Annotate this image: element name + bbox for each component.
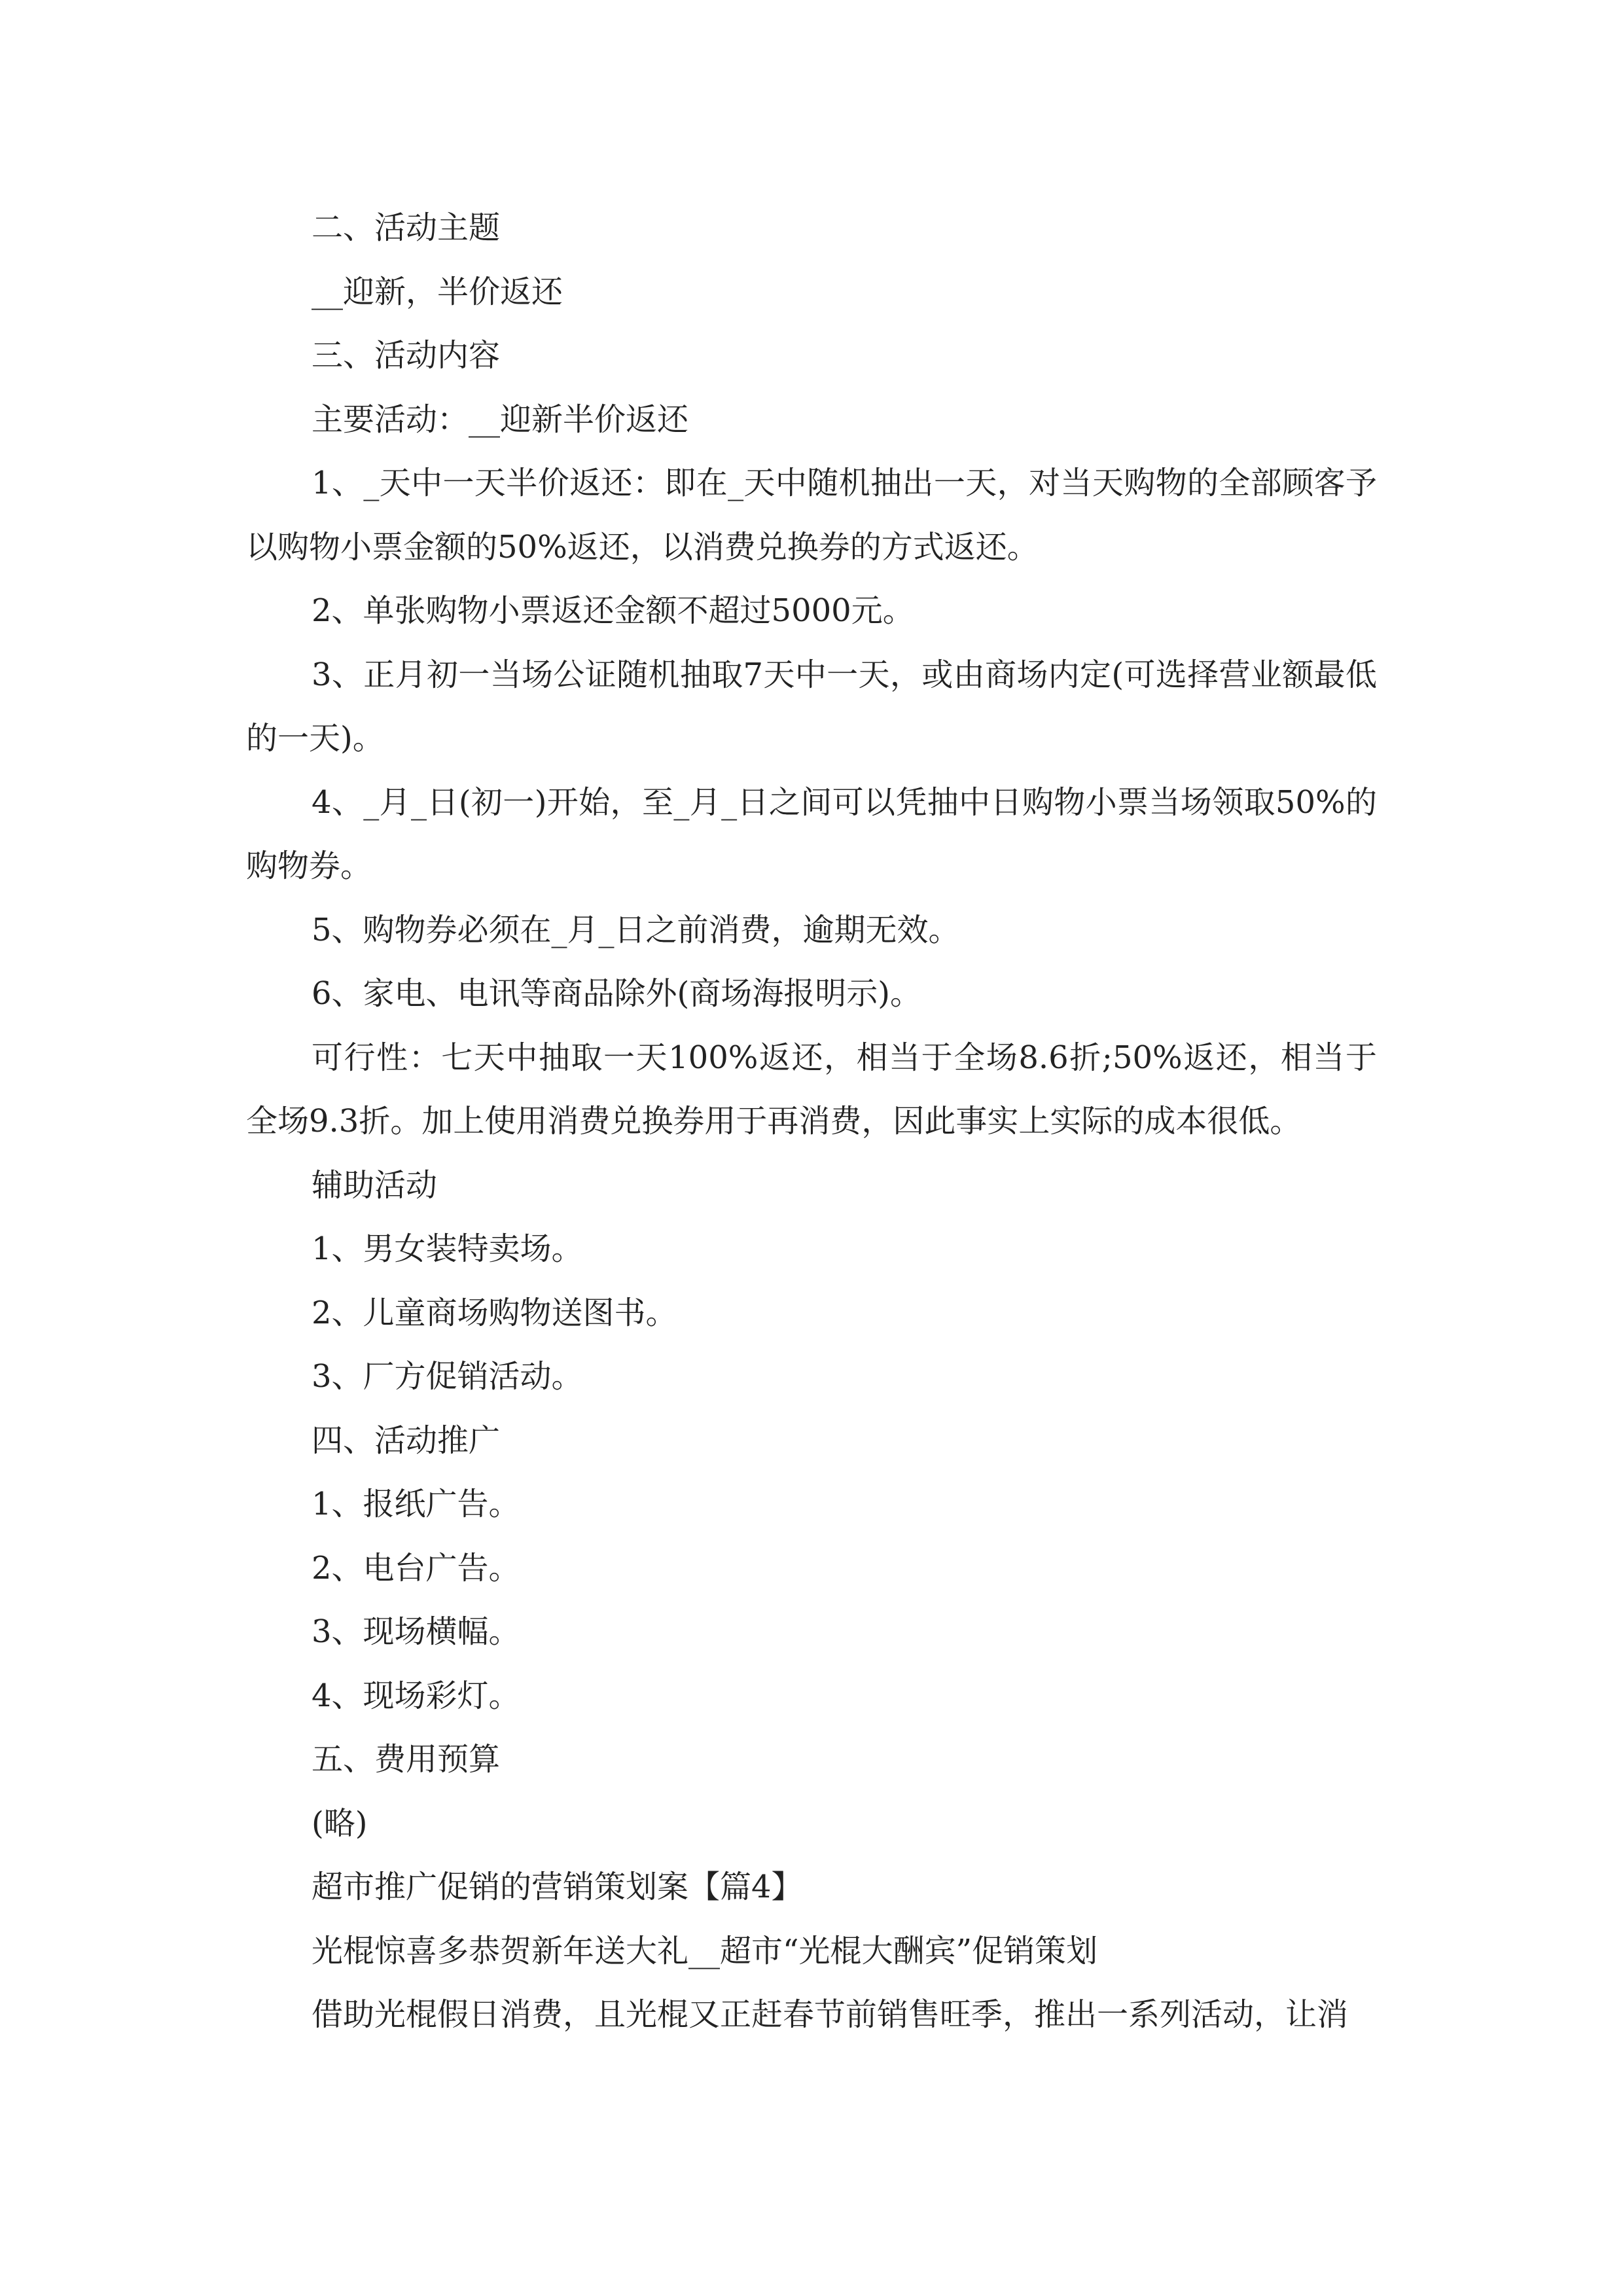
section-title: 超市推广促销的营销策划案【篇4】 xyxy=(312,1869,803,1905)
list-item: 4、_月_日(初一)开始，至_月_日之间可以凭抽中日购物小票当场领取50%的购物券。 xyxy=(246,783,1377,884)
list-item: 2、单张购物小票返还金额不超过5000元。 xyxy=(312,592,914,629)
heading-budget: 五、费用预算 xyxy=(312,1741,501,1778)
list-item: 3、现场横幅。 xyxy=(312,1613,520,1650)
list-item: 6、家电、电讯等商品除外(商场海报明示)。 xyxy=(312,975,921,1012)
heading-activity-promotion: 四、活动推广 xyxy=(312,1422,501,1459)
section-subtitle: 光棍惊喜多恭贺新年送大礼__超市“光棍大酬宾”促销策划 xyxy=(312,1932,1098,1969)
document-body xyxy=(246,196,1377,2047)
list-item: 3、正月初一当场公证随机抽取7天中一天，或由商场内定(可选择营业额最低的一天)。 xyxy=(246,656,1377,757)
heading-auxiliary-activities: 辅助活动 xyxy=(312,1166,438,1204)
list-item: 3、厂方促销活动。 xyxy=(312,1358,583,1395)
list-item: 1、_天中一天半价返还：即在_天中随机抽出一天，对当天购物的全部顾客予以购物小票金额的50%返还，以消费兑换券的方式返还。 xyxy=(246,465,1377,565)
heading-activity-theme: 二、活动主题 xyxy=(312,209,501,246)
list-item: 2、电台广告。 xyxy=(312,1549,520,1587)
paragraph: (略) xyxy=(312,1804,368,1842)
list-item: 5、购物券必须在_月_日之前消费，逾期无效。 xyxy=(312,911,960,948)
paragraph: 借助光棍假日消费，且光棍又正赶春节前销售旺季，推出一系列活动，让消 xyxy=(312,1996,1349,2033)
list-item: 1、男女装特卖场。 xyxy=(312,1230,583,1267)
paragraph: 主要活动：__迎新半价返还 xyxy=(312,401,689,438)
list-item: 4、现场彩灯。 xyxy=(312,1677,520,1714)
list-item: 1、报纸广告。 xyxy=(312,1486,520,1522)
heading-activity-content: 三、活动内容 xyxy=(312,337,501,374)
list-item: 2、儿童商场购物送图书。 xyxy=(312,1294,677,1331)
paragraph: __迎新，半价返还 xyxy=(312,273,563,310)
paragraph: 可行性：七天中抽取一天100%返还，相当于全场8.6折;50%返还，相当于全场9.3折。加上使用消费兑换券用于再消费，因此事实上实际的成本很低。 xyxy=(246,1039,1377,1139)
